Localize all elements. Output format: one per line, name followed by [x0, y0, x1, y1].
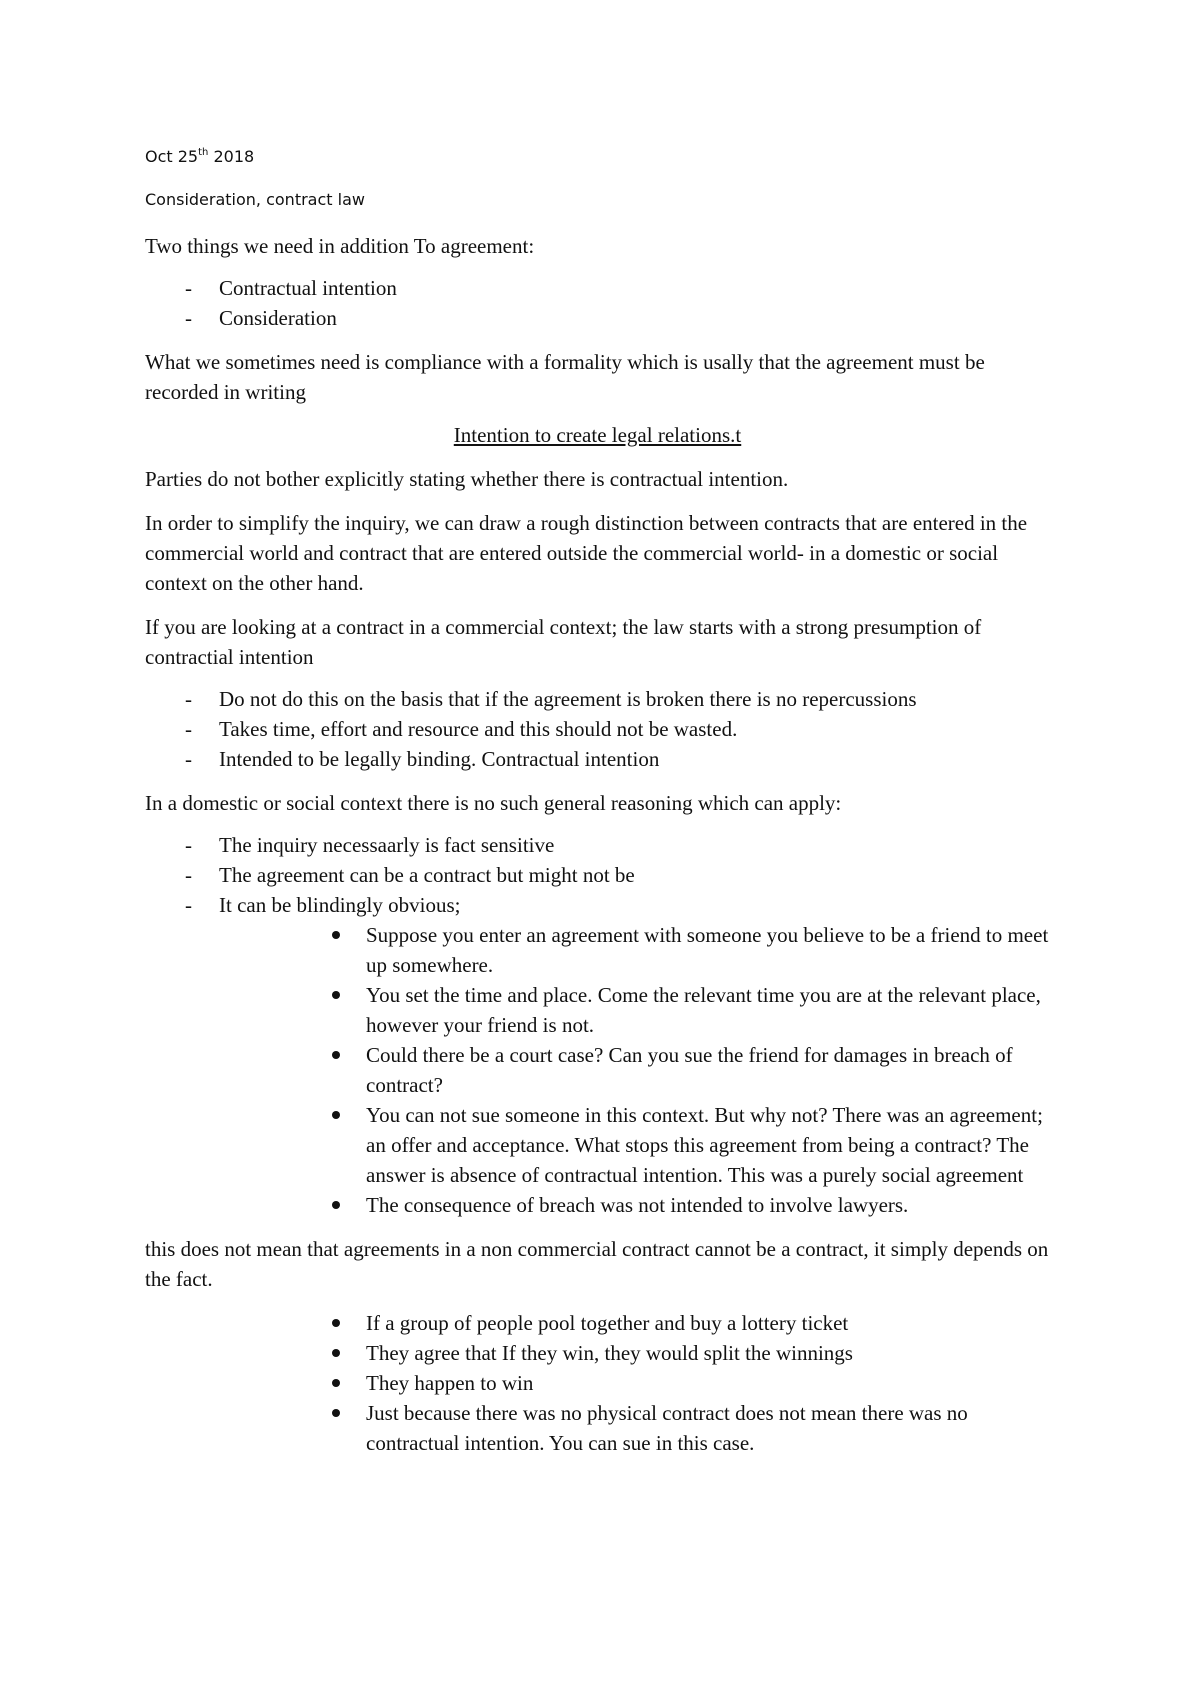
- list-item: Just because there was no physical contract does not mean there was no contractual intention. You can sue in this case.: [330, 1398, 1050, 1458]
- document-body: [145, 146, 1050, 1458]
- list-item: - Takes time, effort and resource and this should not be wasted.: [185, 714, 1050, 744]
- commercial-paragraph: If you are looking at a contract in a commercial context; the law starts with a strong presumption of contractial intention: [145, 615, 982, 669]
- list-item: - The inquiry necessaarly is fact sensitive: [185, 830, 1050, 860]
- list-item: They agree that If they win, they would split the winnings: [330, 1338, 1050, 1368]
- intro-paragraph: Two things we need in addition To agreement:: [145, 234, 535, 258]
- intro-list: [145, 273, 1050, 333]
- parties-paragraph: Parties do not bother explicitly stating whether there is contractual intention.: [145, 467, 789, 491]
- lottery-example-list: [145, 1308, 1050, 1458]
- list-item: - Contractual intention: [185, 273, 1050, 303]
- noncommercial-paragraph: this does not mean that agreements in a non commercial contract cannot be a contract, it simply depends on the fact.: [145, 1237, 1049, 1291]
- list-item: Suppose you enter an agreement with someone you believe to be a friend to meet up somewhere.: [330, 920, 1050, 980]
- note-date: Oct 25th 2018: [145, 147, 255, 166]
- list-item: You can not sue someone in this context. But why not? There was an agreement; an offer and acceptance. What stops this agreement from being a contract? The answer is absence of contractual intention. This was a purely social agreement: [330, 1100, 1050, 1190]
- list-item: - Consideration: [185, 303, 1050, 333]
- section-heading: Intention to create legal relations.t: [453, 423, 742, 447]
- friend-example-list: [145, 920, 1050, 1220]
- list-item: The consequence of breach was not intended to involve lawyers.: [330, 1190, 1050, 1220]
- domestic-paragraph: In a domestic or social context there is no such general reasoning which can apply:: [145, 791, 842, 815]
- inquiry-paragraph: In order to simplify the inquiry, we can draw a rough distinction between contracts that are entered in the commercial world and contract that are entered outside the commercial world- in a domestic or social context on the other hand.: [145, 511, 1028, 595]
- list-item: If a group of people pool together and buy a lottery ticket: [330, 1308, 1050, 1338]
- list-item: You set the time and place. Come the relevant time you are at the relevant place, however your friend is not.: [330, 980, 1050, 1040]
- note-subject: Consideration, contract law: [145, 190, 365, 209]
- list-item: - Intended to be legally binding. Contractual intention: [185, 744, 1050, 774]
- list-item: - It can be blindingly obvious;: [185, 890, 1050, 920]
- list-item: - The agreement can be a contract but might not be: [185, 860, 1050, 890]
- list-item: They happen to win: [330, 1368, 1050, 1398]
- list-item: - Do not do this on the basis that if the agreement is broken there is no repercussions: [185, 684, 1050, 714]
- list-item: Could there be a court case? Can you sue the friend for damages in breach of contract?: [330, 1040, 1050, 1100]
- domestic-list: [145, 830, 1050, 920]
- formality-paragraph: What we sometimes need is compliance with a formality which is usally that the agreement must be recorded in writing: [145, 350, 985, 404]
- commercial-list: [145, 684, 1050, 774]
